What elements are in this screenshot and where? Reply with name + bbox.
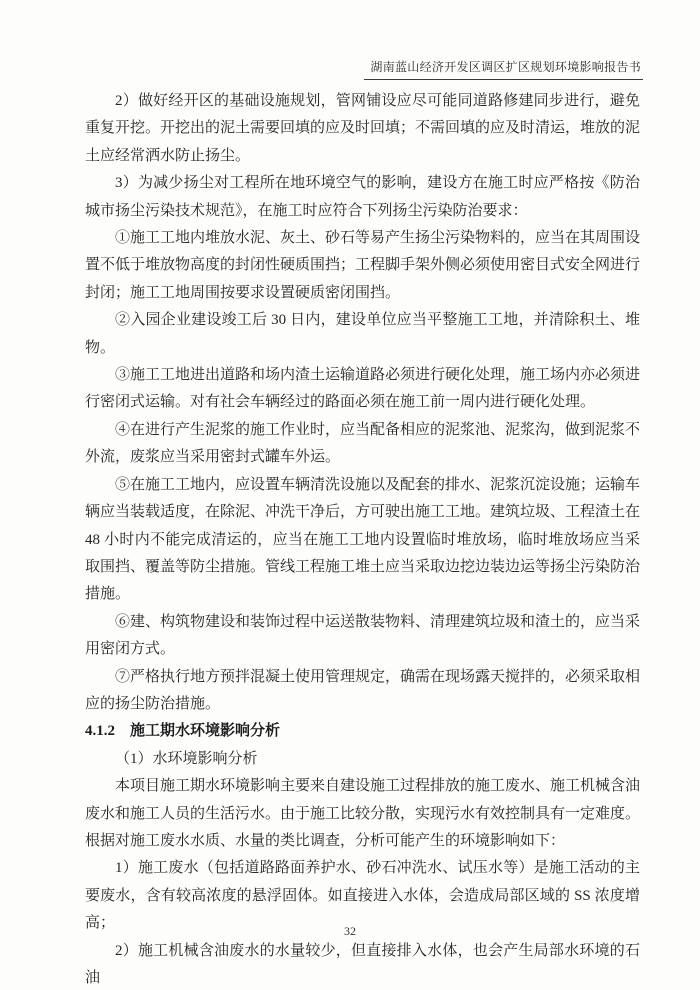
paragraph-item-7: ⑦严格执行地方预拌混凝土使用管理规定，确需在现场露天搅拌的，必须采取相应的扬尘防治措施。 <box>85 668 641 712</box>
paragraph-item-5: ⑤在施工工地内，应设置车辆清洗设施以及配套的排水、泥浆沉淀设施；运输车辆应当装载适度，在除泥、冲洗干净后，方可驶出施工工地。建筑垃圾、工程渣土在 48 小时内不能完成清运的，应当在施工工地内设置临时堆放场，临时堆放场应当采取围挡、覆盖等防尘措施。管线工程施工堆土应当采取边挖边装边运等扬尘污染防治措施。 <box>85 476 641 603</box>
paragraph-item-6: ⑥建、构筑物建设和装饰过程中运送散装物料、清理建筑垃圾和渣土的，应当采用密闭方式。 <box>85 613 641 658</box>
document-body <box>85 88 640 990</box>
paragraph-item-2: ②入园企业建设竣工后 30 日内，建设单位应当平整施工工地，并清除积土、堆物。 <box>85 312 640 356</box>
paragraph-dust-3: 3）为减少扬尘对工程所在地环境空气的影响，建设方在施工时应严格按《防治城市扬尘污染技术规范》，在施工时应符合下列扬尘污染防治要求： <box>85 175 640 219</box>
paragraph-item-3: ③施工工地进出道路和场内渣土运输道路必须进行硬化处理，施工场内亦必须进行密闭式运输。对有社会车辆经过的路面必须在施工前一周内进行硬化处理。 <box>85 367 641 411</box>
page-footer <box>0 922 700 940</box>
page-number: 32 <box>344 924 356 938</box>
paragraph-dust-2: 2）做好经开区的基础设施规划，管网铺设应尽可能同道路修建同步进行，避免重复开挖。开挖出的泥土需要回填的应及时回填；不需回填的应及时清运，堆放的泥土应经常洒水防止扬尘。 <box>85 93 641 164</box>
paragraph-item-1: ①施工工地内堆放水泥、灰土、砂石等易产生扬尘污染物料的，应当在其周围设置不低于堆放物高度的封闭性硬质围挡；工程脚手架外侧必须使用密目式安全网进行封闭；施工工地周围按要求设置硬质密闭围挡。 <box>85 230 641 301</box>
paragraph-item-4: ④在进行产生泥浆的施工作业时，应当配备相应的泥浆池、泥浆沟，做到泥浆不外流，废浆应当采用密封式罐车外运。 <box>85 421 641 466</box>
report-title: 湖南蓝山经济开发区调区扩区规划环境影响报告书 <box>364 58 643 80</box>
section-heading-4-1-2: 4.1.2 施工期水环境影响分析 <box>85 723 281 740</box>
paragraph-water-1: 1）施工废水（包括道路路面养护水、砂石冲洗水、试压水等）是施工活动的主要废水，含有较高浓度的悬浮固体。如直接进入水体，会造成局部区域的 SS 浓度增高； <box>85 860 640 932</box>
paragraph-water-sub: （1）水环境影响分析 <box>115 750 258 767</box>
paragraph-water-2: 2）施工机械含油废水的水量较少，但直接排入水体，也会产生局部水环境的石油 <box>85 942 640 986</box>
page-header <box>85 58 643 80</box>
paragraph-water-intro: 本项目施工期水环境影响主要来自建设施工过程排放的施工废水、施工机械含油废水和施工人员的生活污水。由于施工比较分散，实现污水有效控制具有一定难度。根据对施工废水水质、水量的类比调查，分析可能产生的环境影响如下： <box>85 778 641 849</box>
